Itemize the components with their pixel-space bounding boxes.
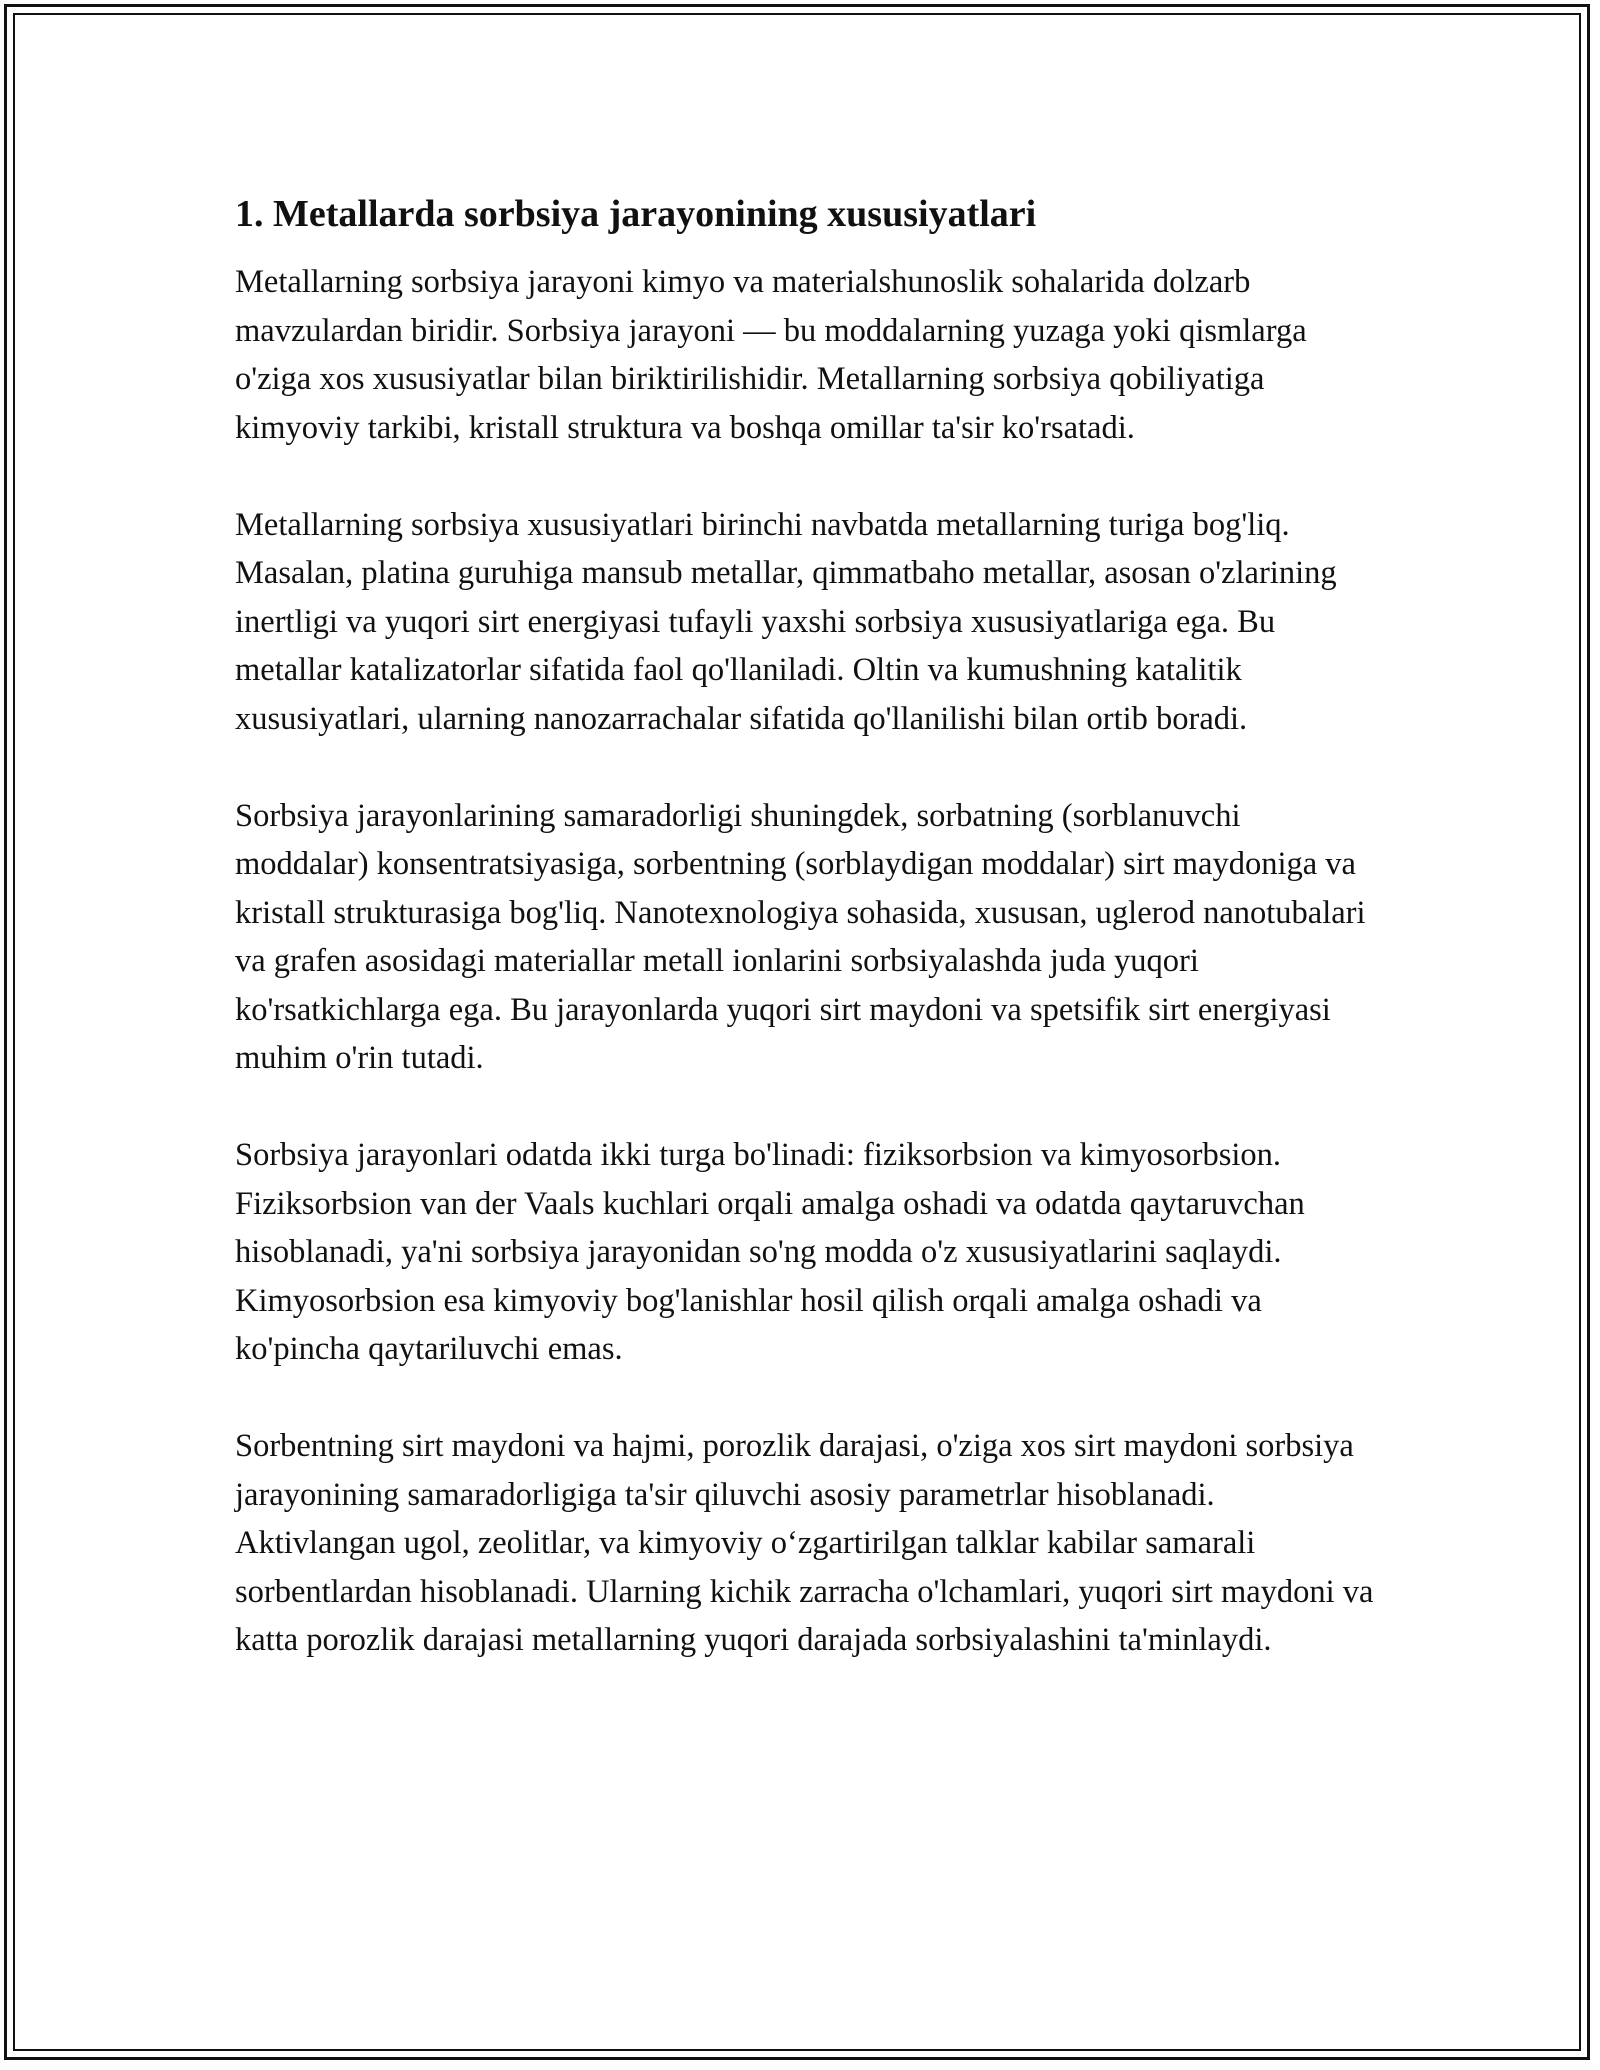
paragraph-4: Sorbsiya jarayonlari odatda ikki turga bo'linadi: fiziksorbsion va kimyosorbsion. Fiziksorbsion van der Vaals kuchlari orqali amalga oshadi va odatda qaytaruvchan hisoblanadi, ya'ni sorbsiya jarayonidan so'ng modda o'z xususiyatlarini saqlaydi. Kimyosorbsion esa kimyoviy bog'lanishlar hosil qilish orqali amalga oshadi va ko'pincha qaytariluvchi emas. [235,1137,1305,1367]
paragraph-3: Sorbsiya jarayonlarining samaradorligi shuningdek, sorbatning (sorblanuvchi moddalar) konsentratsiyasiga, sorbentning (sorblaydigan moddalar) sirt maydoniga va kristall strukturasiga bog'liq. Nanotexnologiya sohasida, xususan, uglerod nanotubalari va grafen asosidagi materiallar metall ionlarini sorbsiyalashda juda yuqori ko'rsatkichlarga ega. Bu jarayonlarda yuqori sirt maydoni va spetsifik sirt energiyasi muhim o'rin tutadi. [235,797,1366,1076]
paragraph-1: Metallarning sorbsiya jarayoni kimyo va materialshunoslik sohalarida dolzarb mavzulardan biridir. Sorbsiya jarayoni — bu moddalarning yuzaga yoki qismlarga o'ziga xos xususiyatlar bilan biriktirilishidir. Metallarning sorbsiya qobiliyatiga kimyoviy tarkibi, kristall struktura va boshqa omillar ta'sir ko'rsatadi. [235,264,1307,446]
document-body [235,188,1375,1713]
paragraph-2: Metallarning sorbsiya xususiyatlari birinchi navbatda metallarning turiga bog'liq. Masalan, platina guruhiga mansub metallar, qimmatbaho metallar, asosan o'zlarining inertligi va yuqori sirt energiyasi tufayli yaxshi sorbsiya xususiyatlariga ega. Bu metallar katalizatorlar sifatida faol qo'llaniladi. Oltin va kumushning katalitik xususiyatlari, ularning nanozarrachalar sifatida qo'llanilishi bilan ortib boradi. [235,506,1337,737]
paragraph-5: Sorbentning sirt maydoni va hajmi, porozlik darajasi, o'ziga xos sirt maydoni sorbsiya jarayonining samaradorligiga ta'sir qiluvchi asosiy parametrlar hisoblanadi. Aktivlangan ugol, zeolitlar, va kimyoviy oʻzgartirilgan talklar kabilar samarali sorbentlardan hisoblanadi. Ularning kichik zarracha o'lchamlari, yuqori sirt maydoni va katta porozlik darajasi metallarning yuqori darajada sorbsiyalashini ta'minlaydi. [235,1428,1374,1658]
section-heading: 1. Metallarda sorbsiya jarayonining xususiyatlari [235,193,1037,235]
